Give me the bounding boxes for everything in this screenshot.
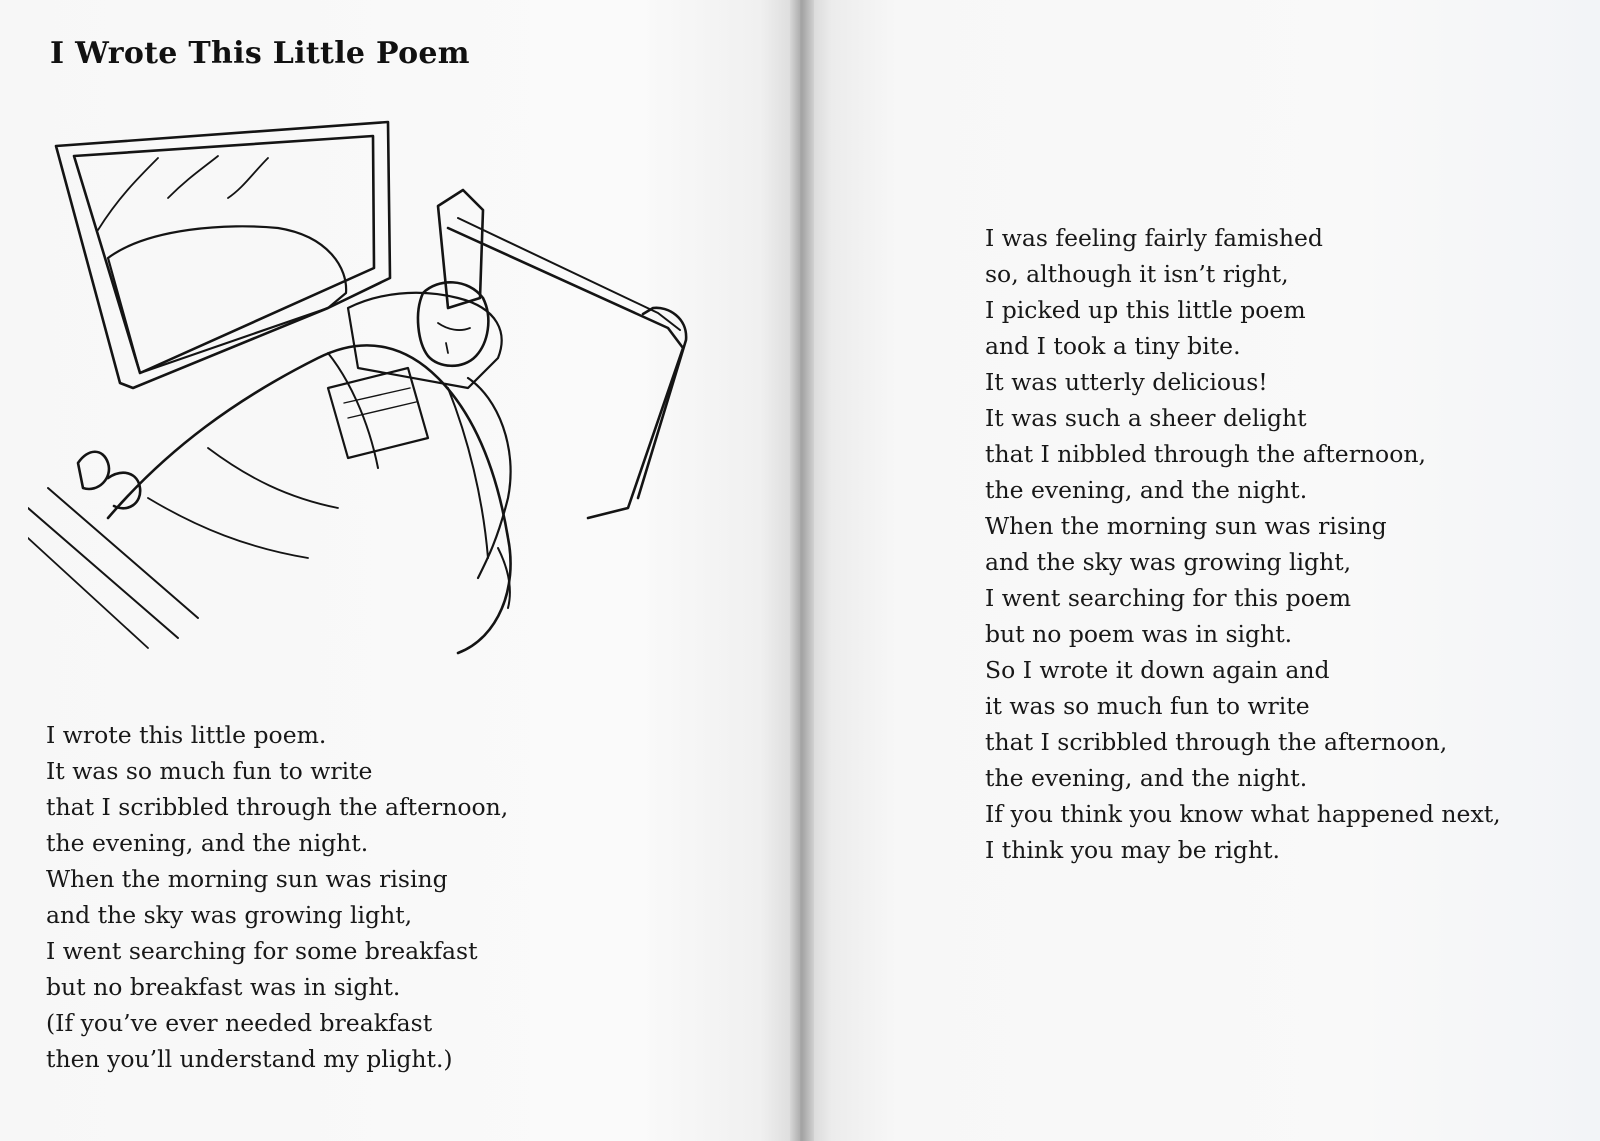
poem-line: I was feeling fairly famished [985,224,1323,252]
poem-line: I went searching for this poem [985,584,1352,612]
poem-line: and the sky was growing light, [46,901,413,929]
poem-line: I wrote this little poem. [46,721,327,749]
poem-line: the evening, and the night. [985,764,1308,792]
poem-line: and I took a tiny bite. [985,332,1241,360]
poem-line: that I nibbled through the afternoon, [985,440,1426,468]
poem-line: that I scribbled through the afternoon, [985,728,1448,756]
left-poem-stanza [46,717,508,1077]
poem-line: It was utterly delicious! [985,368,1268,396]
poem-line: so, although it isn’t right, [985,260,1289,288]
poem-line: I think you may be right. [985,836,1281,864]
poem-line: and the sky was growing light, [985,548,1352,576]
poem-line: but no poem was in sight. [985,620,1293,648]
poem-line: I picked up this little poem [985,296,1306,324]
child-sleeping-in-bed-with-paper-illustration [28,118,708,658]
poem-line: the evening, and the night. [46,829,369,857]
poem-line: It was such a sheer delight [985,404,1307,432]
poem-line: but no breakfast was in sight. [46,973,401,1001]
poem-line: I went searching for some breakfast [46,937,478,965]
poem-line: When the morning sun was rising [46,865,448,893]
poem-line: So I wrote it down again and [985,656,1330,684]
poem-line: (If you’ve ever needed breakfast [46,1009,433,1037]
poem-title: I Wrote This Little Poem [50,36,470,71]
right-poem-stanza [985,220,1501,868]
book-gutter [790,0,814,1141]
poem-line: then you’ll understand my plight.) [46,1045,453,1073]
poem-line: the evening, and the night. [985,476,1308,504]
poem-line: that I scribbled through the afternoon, [46,793,509,821]
poem-line: It was so much fun to write [46,757,373,785]
poem-line: When the morning sun was rising [985,512,1387,540]
poem-line: it was so much fun to write [985,692,1310,720]
poem-line: If you think you know what happened next, [985,800,1501,828]
